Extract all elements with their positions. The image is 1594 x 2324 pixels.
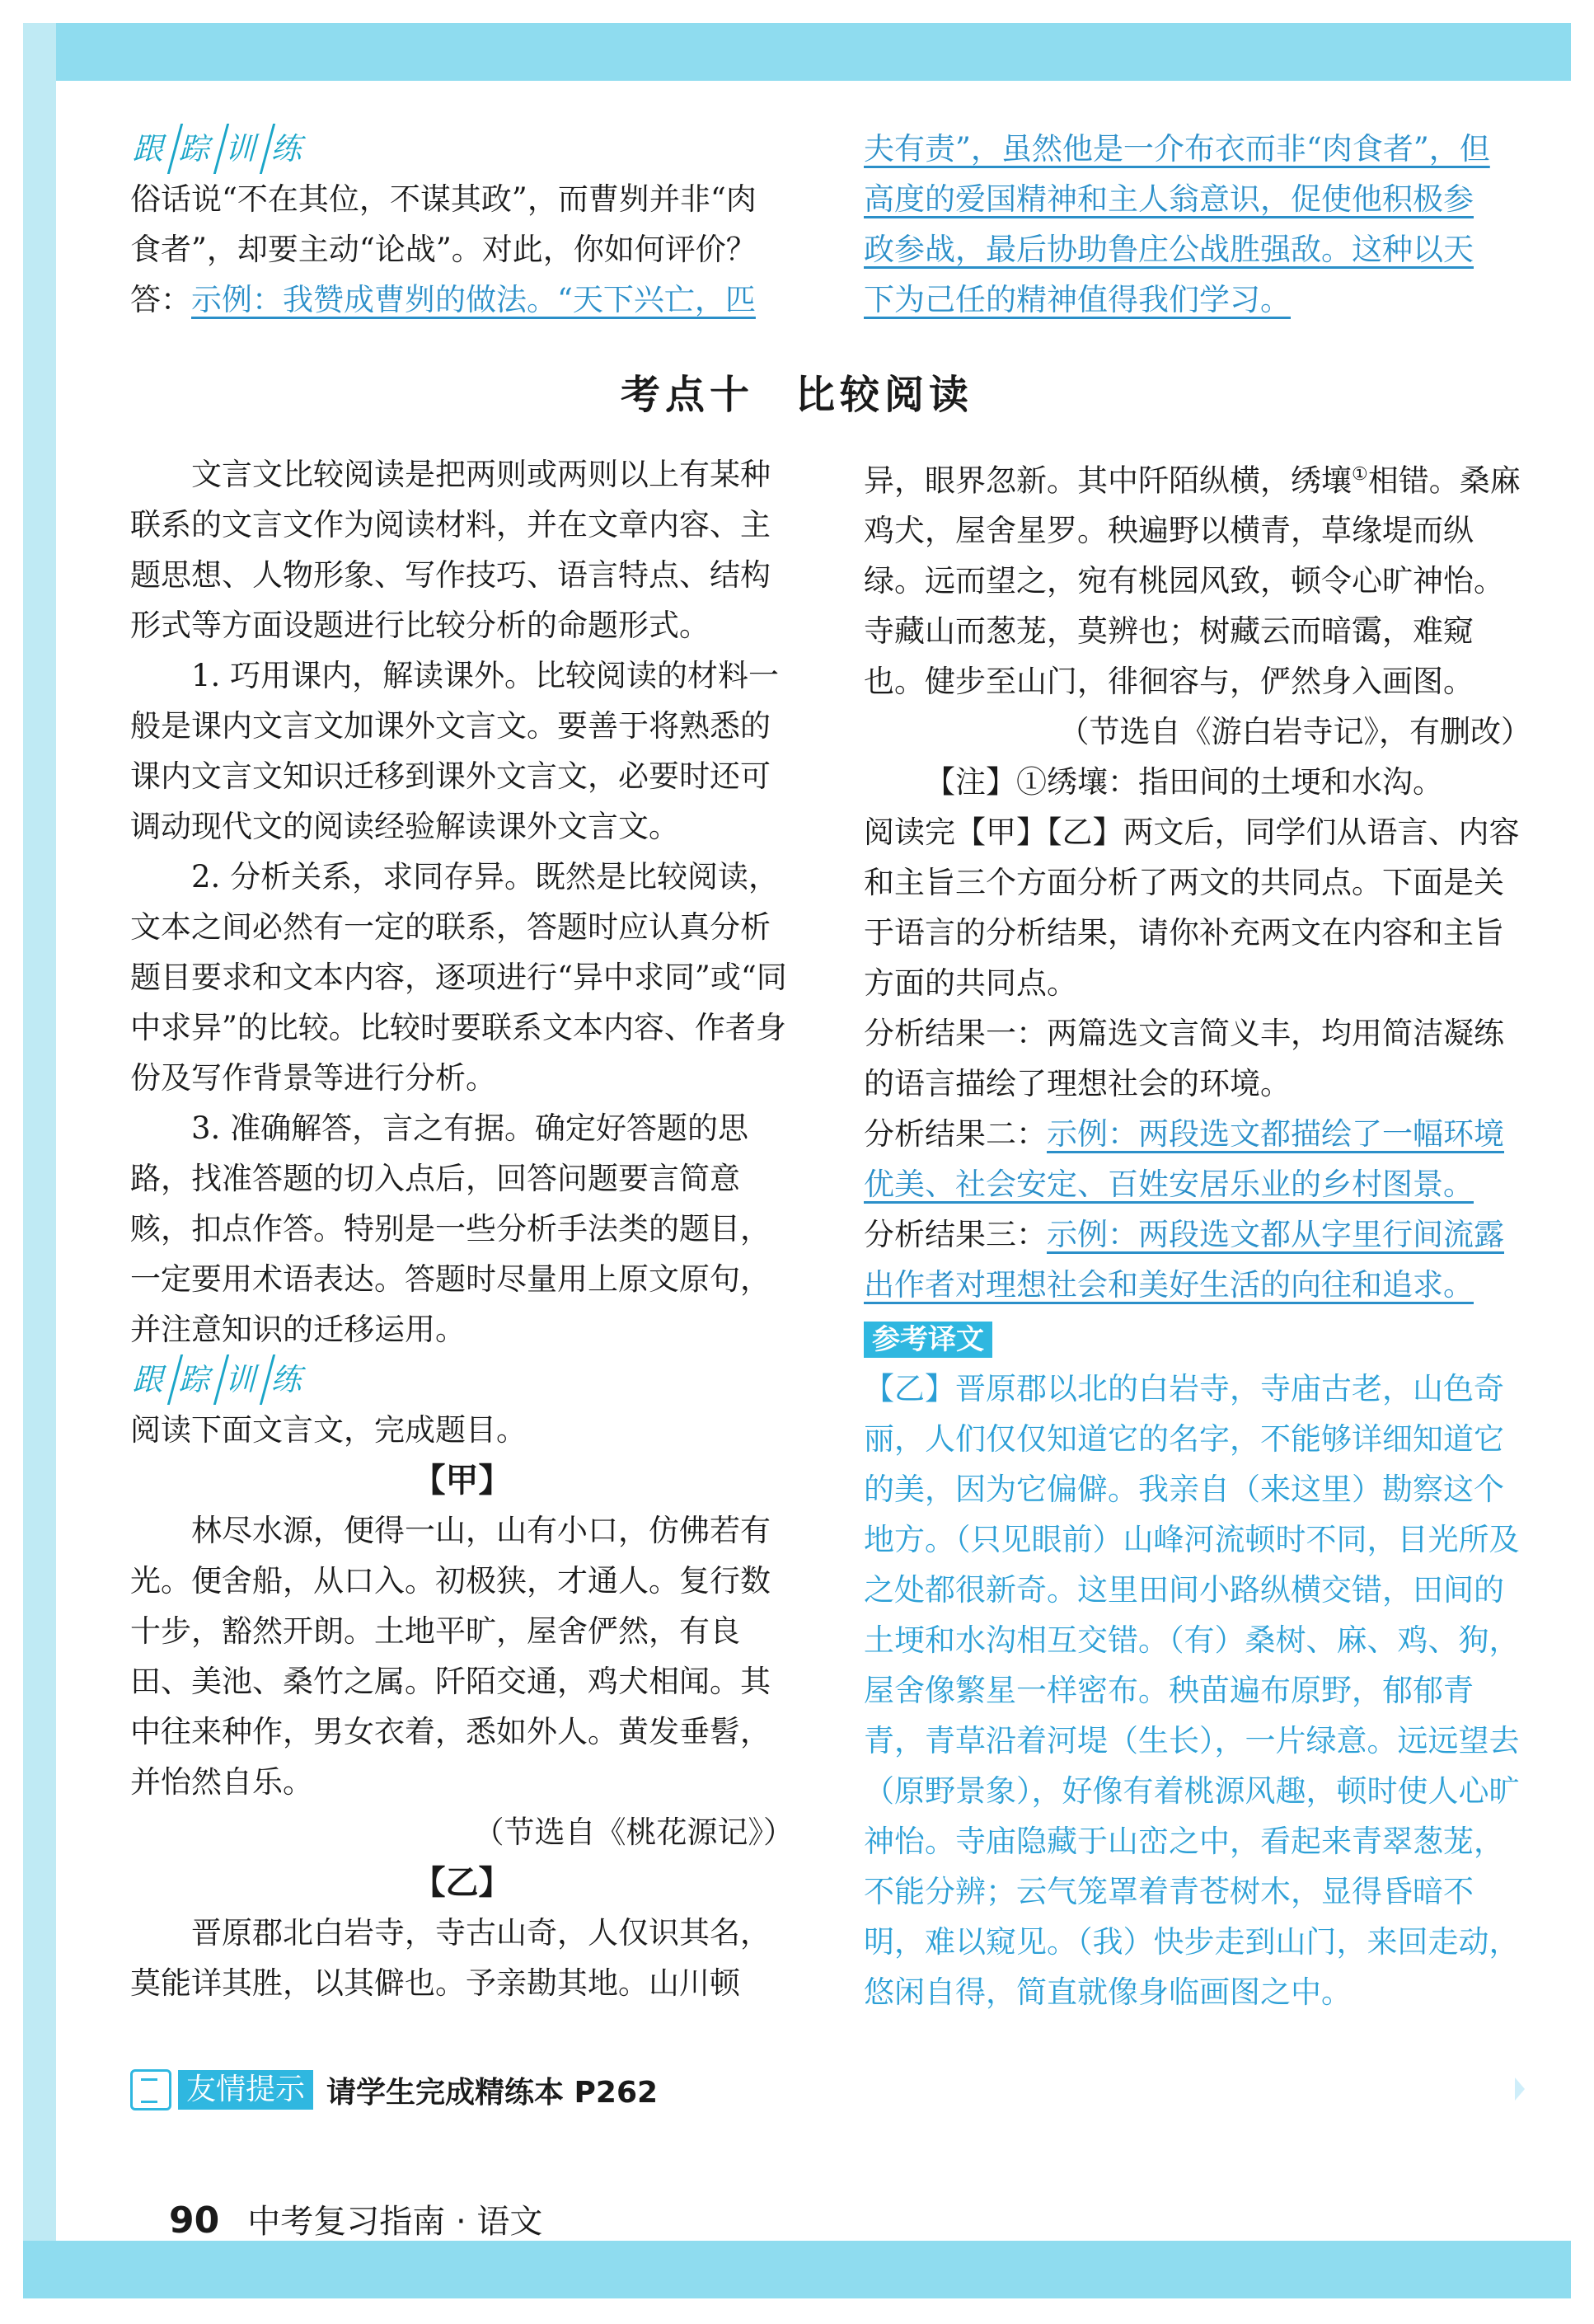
page-number: 90 <box>169 2200 220 2242</box>
friendly-tip <box>130 2068 658 2112</box>
track-training-label: 跟踪训练 <box>130 124 794 174</box>
text-yi: 晋原郡北白岩寺，寺古山奇，人仅识其名，莫能详其胜，以其僻也。予亲勘其地。山川顿 <box>130 1915 771 2001</box>
answer-text: 夫有责”，虽然他是一介布衣而非“肉食者”，但 <box>864 131 1490 167</box>
text-yi-continued: 异，眼界忽新。其中阡陌纵横，绣壤①相错。桑麻鸡犬，屋舍星罗。秧遍野以横青，草缘堤而纵绿。远而望之，宛有桃园风致，顿令心旷神怡。寺藏山而葱茏，莫辨也；树藏云而暗霭，难窥也。健步至山门，徘徊容与，俨然身入画图。 <box>864 462 1521 700</box>
intro-paragraph: 文言文比较阅读是把两则或两则以上有某种联系的文言文作为阅读材料，并在文章内容、主题思想、人物形象、写作技巧、语言特点、结构形式等方面设题进行比较分析的命题形式。 <box>130 457 771 643</box>
tip-badge: 友情提示 <box>178 2070 313 2110</box>
tip-text: 请学生完成精练本 P262 <box>326 2075 659 2110</box>
source-yi: （节选自《游白岩寺记》，有删改） <box>1058 714 1531 750</box>
result-two: 分析结果二：示例：两段选文都描绘了一幅环境优美、社会安定、百姓安居乐业的乡村图景。 <box>864 1116 1504 1203</box>
tip-paragraph: 2. 分析关系，求同存异。既然是比较阅读，文本之间必然有一定的联系，答题时应认真分析题目要求和文本内容，逐项进行“异中求同”或“同中求异”的比较。比较时要联系文本内容、作者身份及写作背景等进行分析。 <box>130 859 787 1096</box>
answer-text: 示例：我赞成曹刿的做法。“天下兴亡，匹 <box>191 282 756 317</box>
instruction: 阅读下面文言文，完成题目。 <box>130 1412 527 1448</box>
page-footer <box>169 2195 542 2242</box>
answer-text: 示例：两段选文都描绘了一幅环境优美、社会安定、百姓安居乐业的乡村图景。 <box>864 1116 1504 1203</box>
arrow-icon <box>1515 2078 1525 2101</box>
right-column <box>864 449 1531 2017</box>
source-jia: （节选自《桃花源记》） <box>473 1815 794 1850</box>
text-yi-title: 【乙】 <box>412 1863 512 1902</box>
reference-translation-tag: 参考译文 <box>864 1322 992 1358</box>
answer-line: 答：示例：我赞成曹刿的做法。“天下兴亡，匹 <box>130 282 756 317</box>
tip-paragraph: 3. 准确解答，言之有据。确定好答题的思路，找准答题的切入点后，回答问题要言简意赅，扣点作答。特别是一些分析手法类的题目，一定要用术语表达。答题时尽量用上原文原句，并注意知识的迁移运用。 <box>130 1110 771 1347</box>
answer-text: 示例：两段选文都从字里行间流露出作者对理想社会和美好生活的向往和追求。 <box>864 1217 1504 1303</box>
text-jia-title: 【甲】 <box>412 1461 512 1500</box>
answer-text: 下为己任的精神值得我们学习。 <box>864 282 1291 317</box>
track-training-label: 跟踪训练 <box>130 1354 794 1405</box>
top-band <box>23 23 1571 81</box>
note-marker: ① <box>1352 464 1368 485</box>
answer-text: 高度的爱国精神和主人翁意识，促使他积极参 <box>864 181 1474 217</box>
bottom-band <box>23 2241 1571 2298</box>
tip-paragraph: 1. 巧用课内，解读课外。比较阅读的材料一般是课内文言文加课外文言文。要善于将熟悉的课内文言文知识迁移到课外文言文，必要时还可调动现代文的阅读经验解读课外文言文。 <box>130 658 780 844</box>
notebook-icon <box>130 2069 171 2110</box>
reference-translation: 【乙】晋原郡以北的白岩寺，寺庙古老，山色奇丽，人们仅仅知道它的名字，不能够详细知道它的美，因为它偏僻。我亲自（来这里）勘察这个地方。（只见眼前）山峰河流顿时不同，目光所及之处都很新奇。这里田间小路纵横交错，田间的土埂和水沟相互交错。（有）桑树、麻、鸡、狗，屋舍像繁星一样密布。秧苗遍布原野，郁郁青青，青草沿着河堤（生长），一片绿意。远远望去（原野景象），好像有着桃源风趣，顿时使人心旷神怡。寺庙隐藏于山峦之中，看起来青翠葱茏，不能分辨；云气笼罩着青苍树木，显得昏暗不明，难以窥见。（我）快步走到山门，来回走动，悠闲自得，简直就像身临画图之中。 <box>864 1371 1520 2011</box>
left-column <box>130 449 794 2008</box>
top-right-block <box>864 124 1531 325</box>
annotation: 【注】①绣壤：指田间的土埂和水沟。 <box>925 764 1443 800</box>
top-left-block <box>130 124 794 325</box>
question: 阅读完【甲】【乙】两文后，同学们从语言、内容和主旨三个方面分析了两文的共同点。下面是关于语言的分析结果，请你补充两文在内容和主旨方面的共同点。 <box>864 815 1520 1002</box>
text-jia: 林尽水源，便得一山，山有小口，仿佛若有光。便舍船，从口入。初极狭，才通人。复行数十步，豁然开朗。土地平旷，屋舍俨然，有良田、美池、桑竹之属。阡陌交通，鸡犬相闻。其中往来种作，男女衣着，悉如外人。黄发垂髫，并怡然自乐。 <box>130 1513 771 1800</box>
question-line: 食者”，却要主动“论战”。对此，你如何评价？ <box>130 232 757 267</box>
result-three: 分析结果三：示例：两段选文都从字里行间流露出作者对理想社会和美好生活的向往和追求。 <box>864 1217 1504 1303</box>
book-title: 中考复习指南 · 语文 <box>247 2203 543 2241</box>
section-heading: 考点十 比较阅读 <box>620 372 974 418</box>
result-one: 分析结果一：两篇选文言简义丰，均用简洁凝练的语言描绘了理想社会的环境。 <box>864 1016 1504 1102</box>
answer-text: 政参战，最后协助鲁庄公战胜强敌。这种以天 <box>864 232 1474 267</box>
question-line: 俗话说“不在其位，不谋其政”，而曹刿并非“肉 <box>130 181 757 217</box>
